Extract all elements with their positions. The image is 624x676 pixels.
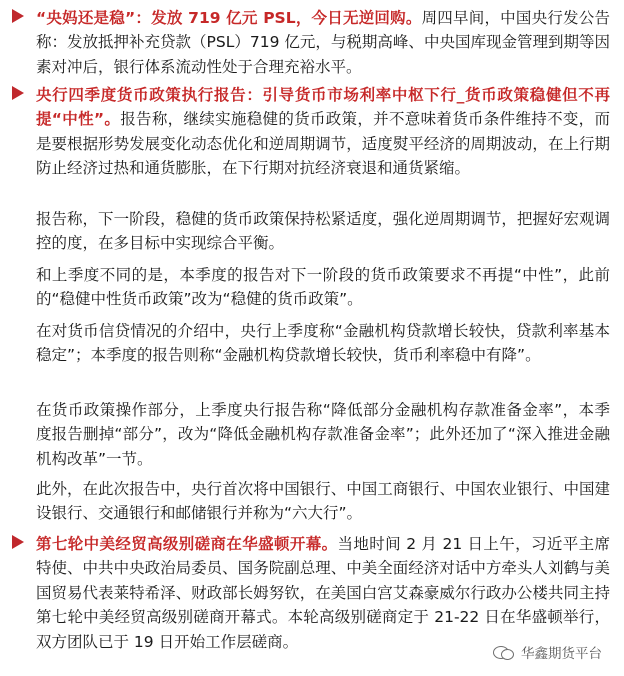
report-paragraph-4 <box>0 398 624 471</box>
paragraph-text: 在货币政策操作部分，上季度央行报告称“降低部分金融机构存款准备金率”，本季度报告删掉“部分”，改为“降低金融机构存款准备金率”；此外还加了“深入推进金融机构改革”一节。 <box>36 401 610 468</box>
news-headline: 央行四季度货币政策执行报告：引导货币市场利率中枢下行_货币政策稳健但不再提“中性”。 <box>36 86 610 129</box>
wechat-icon <box>493 644 515 660</box>
bullet-arrow-icon <box>12 535 24 549</box>
bullet-arrow-icon <box>12 9 24 23</box>
news-paragraph <box>36 83 610 181</box>
news-headline: “央妈还是稳”：发放 719 亿元 PSL，今日无逆回购。 <box>36 9 422 27</box>
news-body: 报告称，继续实施稳健的货币政策，并不意味着货币条件维持不变，而是要根据形势发展变化动态优化和逆周期调节，适度熨平经济的周期波动，在上行期防止经济过热和通货膨胀，在下行期对抗经济衰退和通货紧缩。 <box>36 110 610 178</box>
news-paragraph <box>36 532 610 654</box>
watermark-text: 华鑫期货平台 <box>521 646 602 662</box>
paragraph-text: 报告称，下一阶段，稳健的货币政策保持松紧适度，强化逆周期调节，把握好宏观调控的度，在多目标中实现综合平衡。 <box>36 210 610 253</box>
news-body: 当地时间 2 月 21 日上午，习近平主席特使、中共中央政治局委员、国务院副总理、中美全面经济对话中方牵头人刘鹤与美国贸易代表莱特希泽、财政部长姆努钦，在美国白宫艾森豪威尔行政办公楼共同主持第七轮中美经贸高级别磋商开幕式。本轮高级别磋商定于 21-22 日在华盛顿举行，双方团队已于 19 日开始工作层磋商。 <box>36 535 610 651</box>
report-paragraph-2 <box>0 263 624 312</box>
paragraph-text: 在对货币信贷情况的介绍中，央行上季度称“金融机构贷款增长较快，贷款利率基本稳定”；本季度的报告则称“金融机构贷款增长较快，货币利率稳中有降”。 <box>36 322 610 365</box>
news-item-psl <box>0 6 624 79</box>
news-item-pboc-report <box>0 83 624 181</box>
news-paragraph <box>36 6 610 79</box>
news-body: 周四早间，中国央行发公告称：发放抵押补充贷款（PSL）719 亿元，与税期高峰、中央国库现金管理到期等因素对冲后，银行体系流动性处于合理充裕水平。 <box>36 9 610 76</box>
report-paragraph-3 <box>0 319 624 368</box>
paragraph-text: 和上季度不同的是，本季度的报告对下一阶段的货币政策要求不再提“中性”，此前的“稳健中性货币政策”改为“稳健的货币政策”。 <box>36 266 610 309</box>
report-paragraph-1 <box>0 207 624 256</box>
report-paragraph-5 <box>0 477 624 526</box>
bullet-arrow-icon <box>12 86 24 100</box>
watermark <box>493 642 602 662</box>
news-headline: 第七轮中美经贸高级别磋商在华盛顿开幕。 <box>36 535 338 553</box>
paragraph-text: 此外，在此次报告中，央行首次将中国银行、中国工商银行、中国农业银行、中国建设银行、交通银行和邮储银行并称为“六大行”。 <box>36 480 610 523</box>
news-item-trade-talks <box>0 532 624 654</box>
